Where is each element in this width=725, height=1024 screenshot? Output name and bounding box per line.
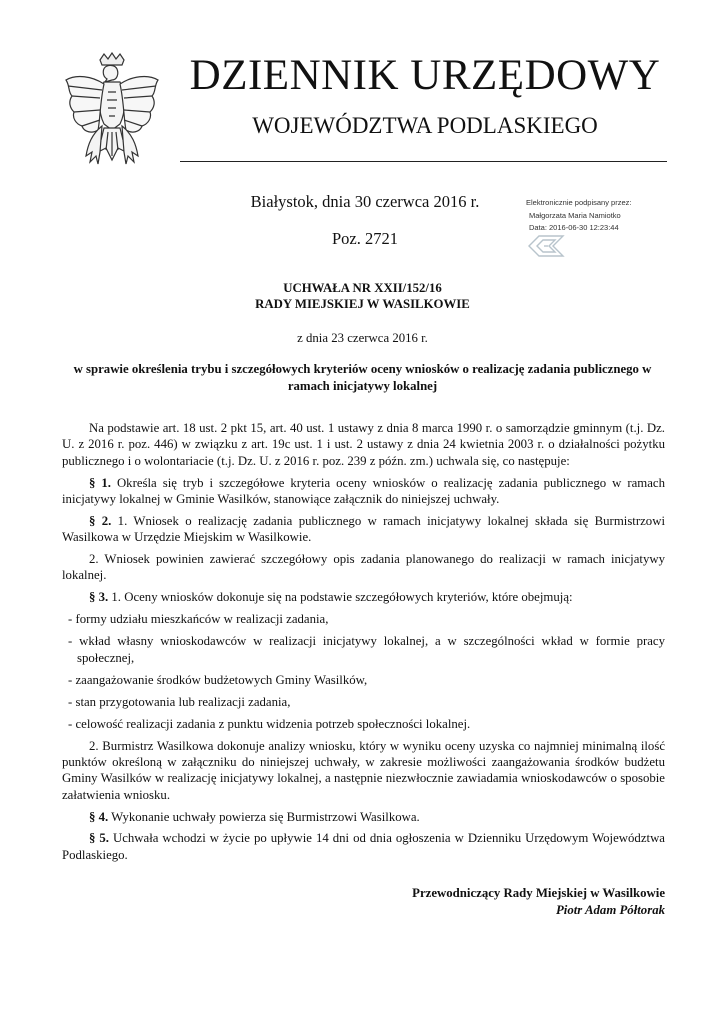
document-body: [62, 420, 665, 869]
signature-check-icon: [527, 234, 565, 258]
esign-signer: Małgorzata Maria Namiotko: [529, 210, 621, 220]
section-2-paragraph-2: 2. Wniosek powinien zawierać szczegółowy opis zadania planowanego do realizacji w ramach inicjatywy lokalnej.: [62, 552, 665, 583]
section-3-paragraph-2: 2. Burmistrz Wasilkowa dokonuje analizy wniosku, który w wyniku oceny uzyska co najmniej minimalną ilość punktów określoną w załączniku do niniejszej uchwały, w zakresie możliwości zaangażowania środków budżetu Gminy Wasilków w realizację inicjatywy lokalnej, a następnie niezwłocznie zawiadamia wnioskodawców o sposobie załatwienia wniosku.: [62, 738, 665, 802]
preamble: Na podstawie art. 18 ust. 2 pkt 15, art. 40 ust. 1 ustawy z dnia 8 marca 1990 r. o samorządzie gminnym (t.j. Dz. U. z 2016 r. poz. 446) w związku z art. 19c ust. 1 i ust. 2 ustawy z dnia 24 kwietnia 2003 r. o działalności pożytku publicznego i o wolontariacie (t.j. Dz. U. z 2016 r. poz. 239 z późn. zm.) uchwala się, co następuje:: [62, 421, 665, 468]
header-divider: [180, 161, 667, 162]
section-3: [62, 589, 665, 605]
section-4-label: § 4.: [89, 809, 109, 824]
list-item: - zaangażowanie środków budżetowych Gminy Wasilków,: [68, 672, 368, 687]
section-2-label: § 2.: [89, 513, 112, 528]
gazette-subtitle: WOJEWÓDZTWA PODLASKIEGO: [252, 113, 598, 138]
list-item: - celowość realizacji zadania z punktu widzenia potrzeb społeczności lokalnej.: [68, 716, 471, 731]
act-subject: w sprawie określenia trybu i szczegółowych kryteriów oceny wniosków o realizację zadania publicznego w ramach inicjatywy lokalnej: [73, 362, 652, 393]
eagle-emblem-icon: [62, 52, 162, 176]
list-item: - formy udziału mieszkańców w realizacji zadania,: [68, 612, 329, 627]
position-number: Poz. 2721: [332, 229, 398, 248]
signer-role: Przewodniczący Rady Miejskiej w Wasilkowie: [412, 886, 665, 900]
section-4-text: Wykonanie uchwały powierza się Burmistrzowi Wasilkowa.: [108, 809, 420, 824]
place-date: Białystok, dnia 30 czerwca 2016 r.: [250, 192, 480, 211]
section-4: [62, 809, 665, 825]
section-3-label: § 3.: [89, 590, 109, 605]
esign-date: Data: 2016-06-30 12:23:44: [529, 223, 619, 232]
signature-block: [412, 885, 665, 919]
section-2: [62, 513, 665, 546]
section-1: [62, 475, 665, 508]
electronic-signature: [524, 197, 694, 235]
section-3-text: 1. Oceny wniosków dokonuje się na podstawie szczegółowych kryteriów, które obejmują:: [108, 590, 573, 605]
list-item: - stan przygotowania lub realizacji zadania,: [68, 694, 291, 709]
act-date: z dnia 23 czerwca 2016 r.: [297, 331, 428, 345]
act-title-line1: UCHWAŁA NR XXII/152/16: [283, 281, 442, 295]
section-5-text: Uchwała wchodzi w życie po upływie 14 dni od dnia ogłoszenia w Dzienniku Urzędowym Województwa Podlaskiego.: [62, 831, 665, 862]
act-title: [60, 280, 665, 312]
gazette-title: DZIENNIK URZĘDOWY: [189, 52, 661, 99]
esign-label: Elektronicznie podpisany przez:: [526, 198, 632, 207]
signer-name: Piotr Adam Półtorak: [555, 903, 665, 917]
section-2-text: 1. Wniosek o realizację zadania publicznego w ramach inicjatywy lokalnej składa się Burmistrzowi Wasilkowa w Urzędzie Miejskim w Wasilkowie.: [62, 513, 665, 545]
act-title-line2: RADY MIEJSKIEJ W WASILKOWIE: [255, 297, 470, 311]
section-1-text: Określa się tryb i szczegółowe kryteria oceny wniosków o realizację zadania publicznego w ramach inicjatywy lokalnej w Gminie Wasilków, stanowiące załącznik do niniejszej uchwały.: [62, 475, 665, 506]
section-5: [62, 830, 665, 863]
section-1-label: § 1.: [89, 475, 111, 490]
section-5-label: § 5.: [89, 831, 109, 846]
list-item: - wkład własny wnioskodawców w realizacji inicjatywy lokalnej, a w szczególności wkład w formie pracy społecznej,: [68, 634, 665, 665]
